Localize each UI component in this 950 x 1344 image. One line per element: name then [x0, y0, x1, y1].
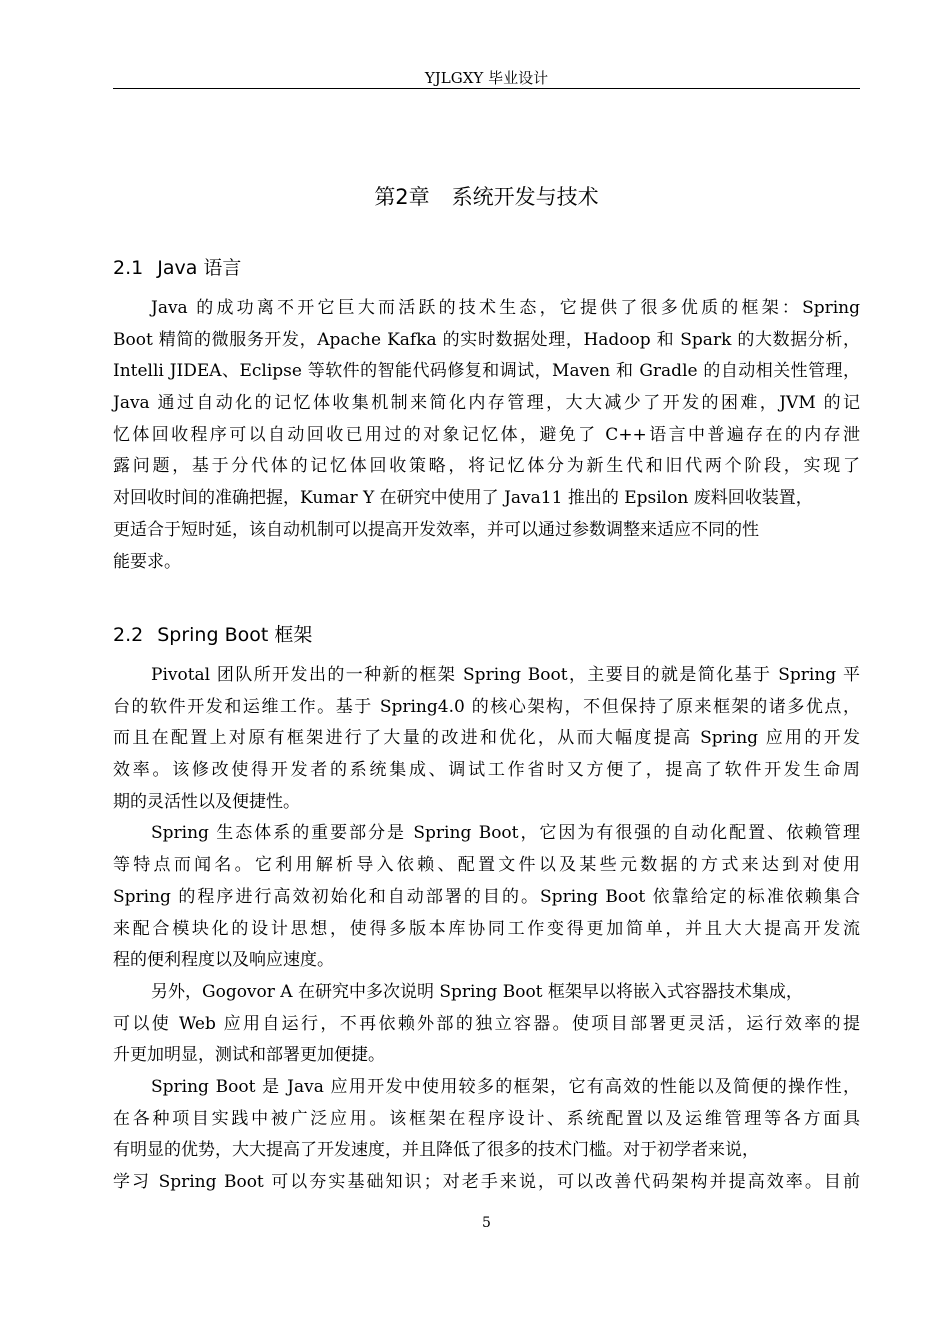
text-line: 而且在配置上对原有框架进行了大量的改进和优化，从而大幅度提高 Spring 应用的开发	[113, 728, 860, 749]
text-line: 有明显的优势，大大提高了开发速度，并且降低了很多的技术门槛。对于初学者来说，	[113, 1140, 759, 1161]
text-line: 等特点而闻名。它利用解析导入依赖、配置文件以及某些元数据的方式来达到对使用	[113, 855, 860, 876]
text-line: 更适合于短时延，该自动机制可以提高开发效率，并可以通过参数调整来适应不同的性	[113, 519, 759, 540]
page-number: 5	[482, 1215, 491, 1231]
text-line: 可以使 Web 应用自运行，不再依赖外部的独立容器。使项目部署更灵活，运行效率的提	[113, 1013, 860, 1034]
page-header: YJLGXY 毕业设计	[424, 69, 549, 87]
section-title: Java 语言	[157, 257, 242, 279]
text-line: 忆体回收程序可以自动回收已用过的对象记忆体，避免了 C++语言中普遍存在的内存泄	[113, 424, 860, 445]
text-line: Pivotal 团队所开发出的一种新的框架 Spring Boot，主要目的就是简化基于 Spring 平	[151, 665, 860, 685]
text-line: Java 的成功离不开它巨大而活跃的技术生态，它提供了很多优质的框架：Spring	[151, 298, 860, 318]
section-title: Spring Boot 框架	[157, 624, 313, 646]
text-line: 另外，Gogovor A 在研究中多次说明 Spring Boot 框架早以将嵌入式容器技术集成，	[151, 981, 803, 1002]
section-number: 2.2	[113, 624, 144, 646]
text-line: Spring Boot 是 Java 应用开发中使用较多的框架，它有高效的性能以及简便的操作性，	[151, 1076, 860, 1097]
chapter-heading	[113, 182, 860, 212]
header-rule	[113, 88, 860, 89]
text-line: 露问题，基于分代体的记忆体回收策略，将记忆体分为新生代和旧代两个阶段，实现了	[113, 456, 860, 477]
text-line: 期的灵活性以及便捷性。	[113, 791, 300, 812]
text-line: 来配合模块化的设计思想，使得多版本库协同工作变得更加简单，并且大大提高开发流	[113, 918, 860, 939]
text-line: 效率。该修改使得开发者的系统集成、调试工作省时又方便了，提高了软件开发生命周	[113, 760, 860, 781]
text-line: 学习 Spring Boot 可以夯实基础知识；对老手来说，可以改善代码架构并提高效率。目前	[113, 1172, 860, 1192]
text-line: 程的便利程度以及响应速度。	[113, 950, 334, 971]
text-line: Java 通过自动化的记忆体收集机制来简化内存管理，大大减少了开发的困难，JVM 的记	[113, 393, 860, 414]
section-2-1-body	[113, 293, 860, 578]
text-line: Boot 精简的微服务开发，Apache Kafka 的实时数据处理，Hadoop 和 Spark 的大数据分析，	[113, 329, 860, 350]
text-line: Spring 生态体系的重要部分是 Spring Boot，它因为有很强的自动化配置、依赖管理	[151, 823, 860, 844]
section-heading-2-2	[113, 621, 312, 649]
section-2-2-body	[113, 660, 860, 1199]
text-line: Intelli JIDEA、Eclipse 等软件的智能代码修复和调试，Maven 和 Gradle 的自动相关性管理，	[113, 361, 860, 382]
section-number: 2.1	[113, 257, 144, 279]
text-line: 能要求。	[113, 551, 181, 572]
text-line: 对回收时间的准确把握，Kumar Y 在研究中使用了 Java11 推出的 Epsilon 废料回收装置，	[113, 488, 813, 509]
text-line: 在各种项目实践中被广泛应用。该框架在程序设计、系统配置以及运维管理等各方面具	[113, 1108, 860, 1129]
text-line: 升更加明显，测试和部署更加便捷。	[113, 1045, 385, 1066]
chapter-title: 系统开发与技术	[451, 185, 599, 209]
text-line: 台的软件开发和运维工作。基于 Spring4.0 的核心架构，不但保持了原来框架的诸多优点，	[113, 696, 860, 717]
text-line: Spring 的程序进行高效初始化和自动部署的目的。Spring Boot 依靠给定的标准依赖集合	[113, 886, 860, 907]
chapter-number: 第2章	[374, 185, 430, 209]
section-heading-2-1	[113, 254, 241, 282]
